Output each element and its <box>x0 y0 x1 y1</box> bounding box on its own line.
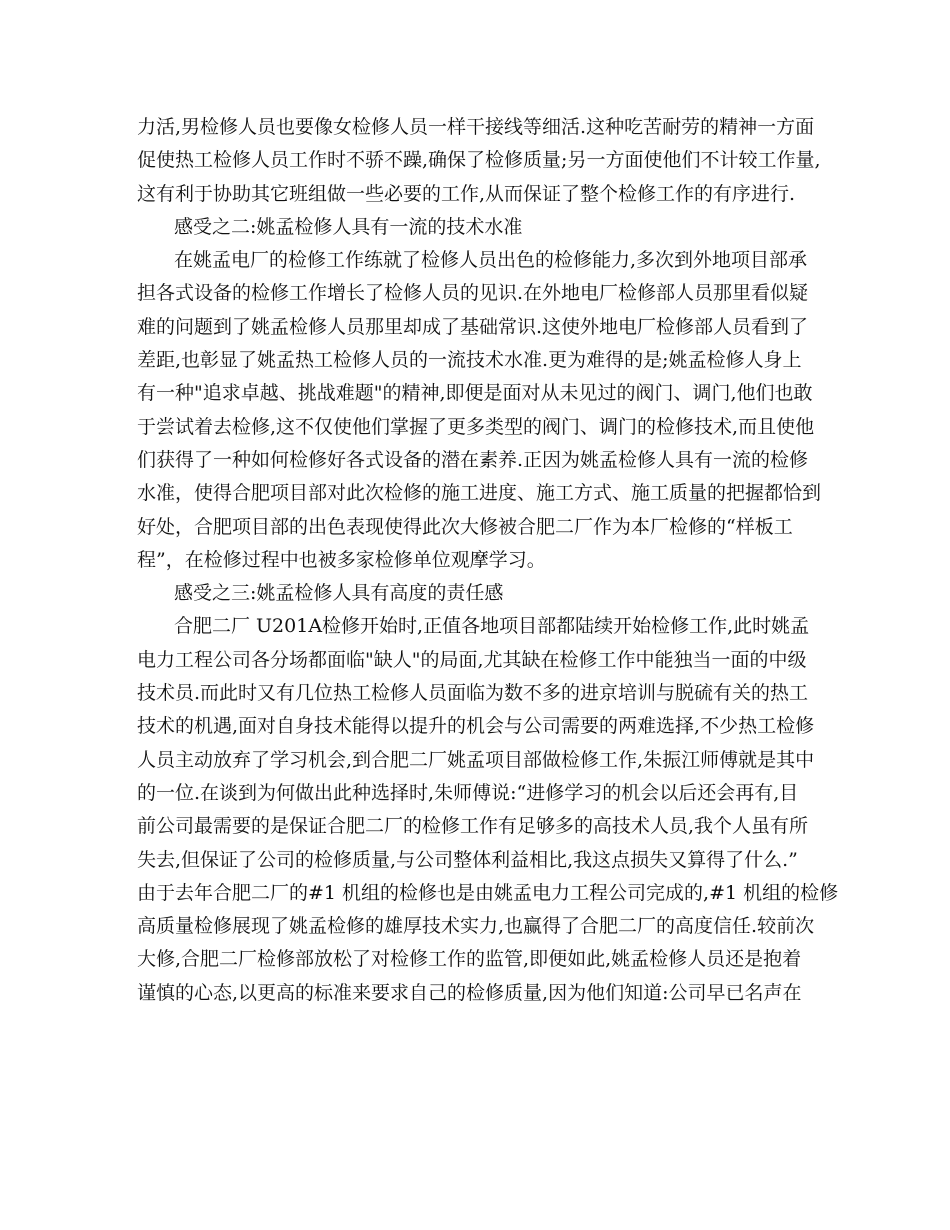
body-text-line: 们获得了一种如何检修好各式设备的潜在素养.正因为姚孟检修人具有一流的检修 <box>137 448 809 471</box>
body-text-line: 大修,合肥二厂检修部放松了对检修工作的监管,即便如此,姚孟检修人员还是抱着 <box>137 948 802 971</box>
body-text-line: 电力工程公司各分场都面临"缺人"的局面,尤其缺在检修工作中能独当一面的中级 <box>137 648 807 671</box>
body-text-line: 水准，使得合肥项目部对此次检修的施工进度、施工方式、施工质量的把握都恰到 <box>137 482 822 505</box>
document-body <box>137 111 839 1010</box>
body-text-line: 差距,也彰显了姚孟热工检修人员的一流技术水准.更为难得的是;姚孟检修人身上 <box>137 349 802 372</box>
body-text-line: 好处，合肥项目部的出色表现使得此次大修被合肥二厂作为本厂检修的“样板工 <box>137 515 793 538</box>
body-text-line: 失去,但保证了公司的检修质量,与公司整体利益相比,我这点损失又算得了什么.” <box>137 848 798 871</box>
body-text-line: 技术的机遇,面对自身技术能得以提升的机会与公司需要的两难选择,不少热工检修 <box>137 715 815 738</box>
section-heading: 感受之三:姚孟检修人具有高度的责任感 <box>174 582 504 605</box>
body-text-line: 的一位.在谈到为何做出此种选择时,朱师傅说:“进修学习的机会以后还会再有,目 <box>137 781 799 804</box>
body-text-line: 程”，在检修过程中也被多家检修单位观摩学习。 <box>137 548 546 571</box>
body-text-line: 于尝试着去检修,这不仅使他们掌握了更多类型的阀门、调门的检修技术,而且使他 <box>137 415 815 438</box>
body-text-line: 合肥二厂 U201A检修开始时,正值各地项目部都陆续开始检修工作,此时姚孟 <box>174 615 810 638</box>
body-text-line: 技术员.而此时又有几位热工检修人员面临为数不多的进京培训与脱硫有关的热工 <box>137 682 809 705</box>
body-text-line: 谨慎的心态,以更高的标准来要求自己的检修质量,因为他们知道:公司早已名声在 <box>137 981 802 1004</box>
body-text-line: 促使热工检修人员工作时不骄不躁,确保了检修质量;另一方面使他们不计较工作量, <box>137 149 821 172</box>
body-text-line: 力活,男检修人员也要像女检修人员一样干接线等细活.这种吃苦耐劳的精神一方面 <box>137 116 815 138</box>
body-text-line: 担各式设备的检修工作增长了检修人员的见识.在外地电厂检修部人员那里看似疑 <box>137 282 809 305</box>
body-text-line: 有一种"追求卓越、挑战难题"的精神,即便是面对从未见过的阀门、调门,他们也敢 <box>137 382 813 405</box>
body-text-line: 由于去年合肥二厂的#1 机组的检修也是由姚孟电力工程公司完成的,#1 机组的检修 <box>137 881 839 904</box>
body-text-line: 难的问题到了姚孟检修人员那里却成了基础常识.这使外地电厂检修部人员看到了 <box>137 315 809 338</box>
body-text-line: 前公司最需要的是保证合肥二厂的检修工作有足够多的高技术人员,我个人虽有所 <box>137 815 809 838</box>
section-heading: 感受之二:姚孟检修人具有一流的技术水准 <box>174 215 523 238</box>
body-text-line: 人员主动放弃了学习机会,到合肥二厂姚孟项目部做检修工作,朱振江师傅就是其中 <box>137 748 815 771</box>
body-text-line: 高质量检修展现了姚孟检修的雄厚技术实力,也赢得了合肥二厂的高度信任.较前次 <box>137 915 815 938</box>
body-text-line: 在姚孟电厂的检修工作练就了检修人员出色的检修能力,多次到外地项目部承 <box>174 249 808 272</box>
body-text-line: 这有利于协助其它班组做一些必要的工作,从而保证了整个检修工作的有序进行. <box>137 182 796 205</box>
